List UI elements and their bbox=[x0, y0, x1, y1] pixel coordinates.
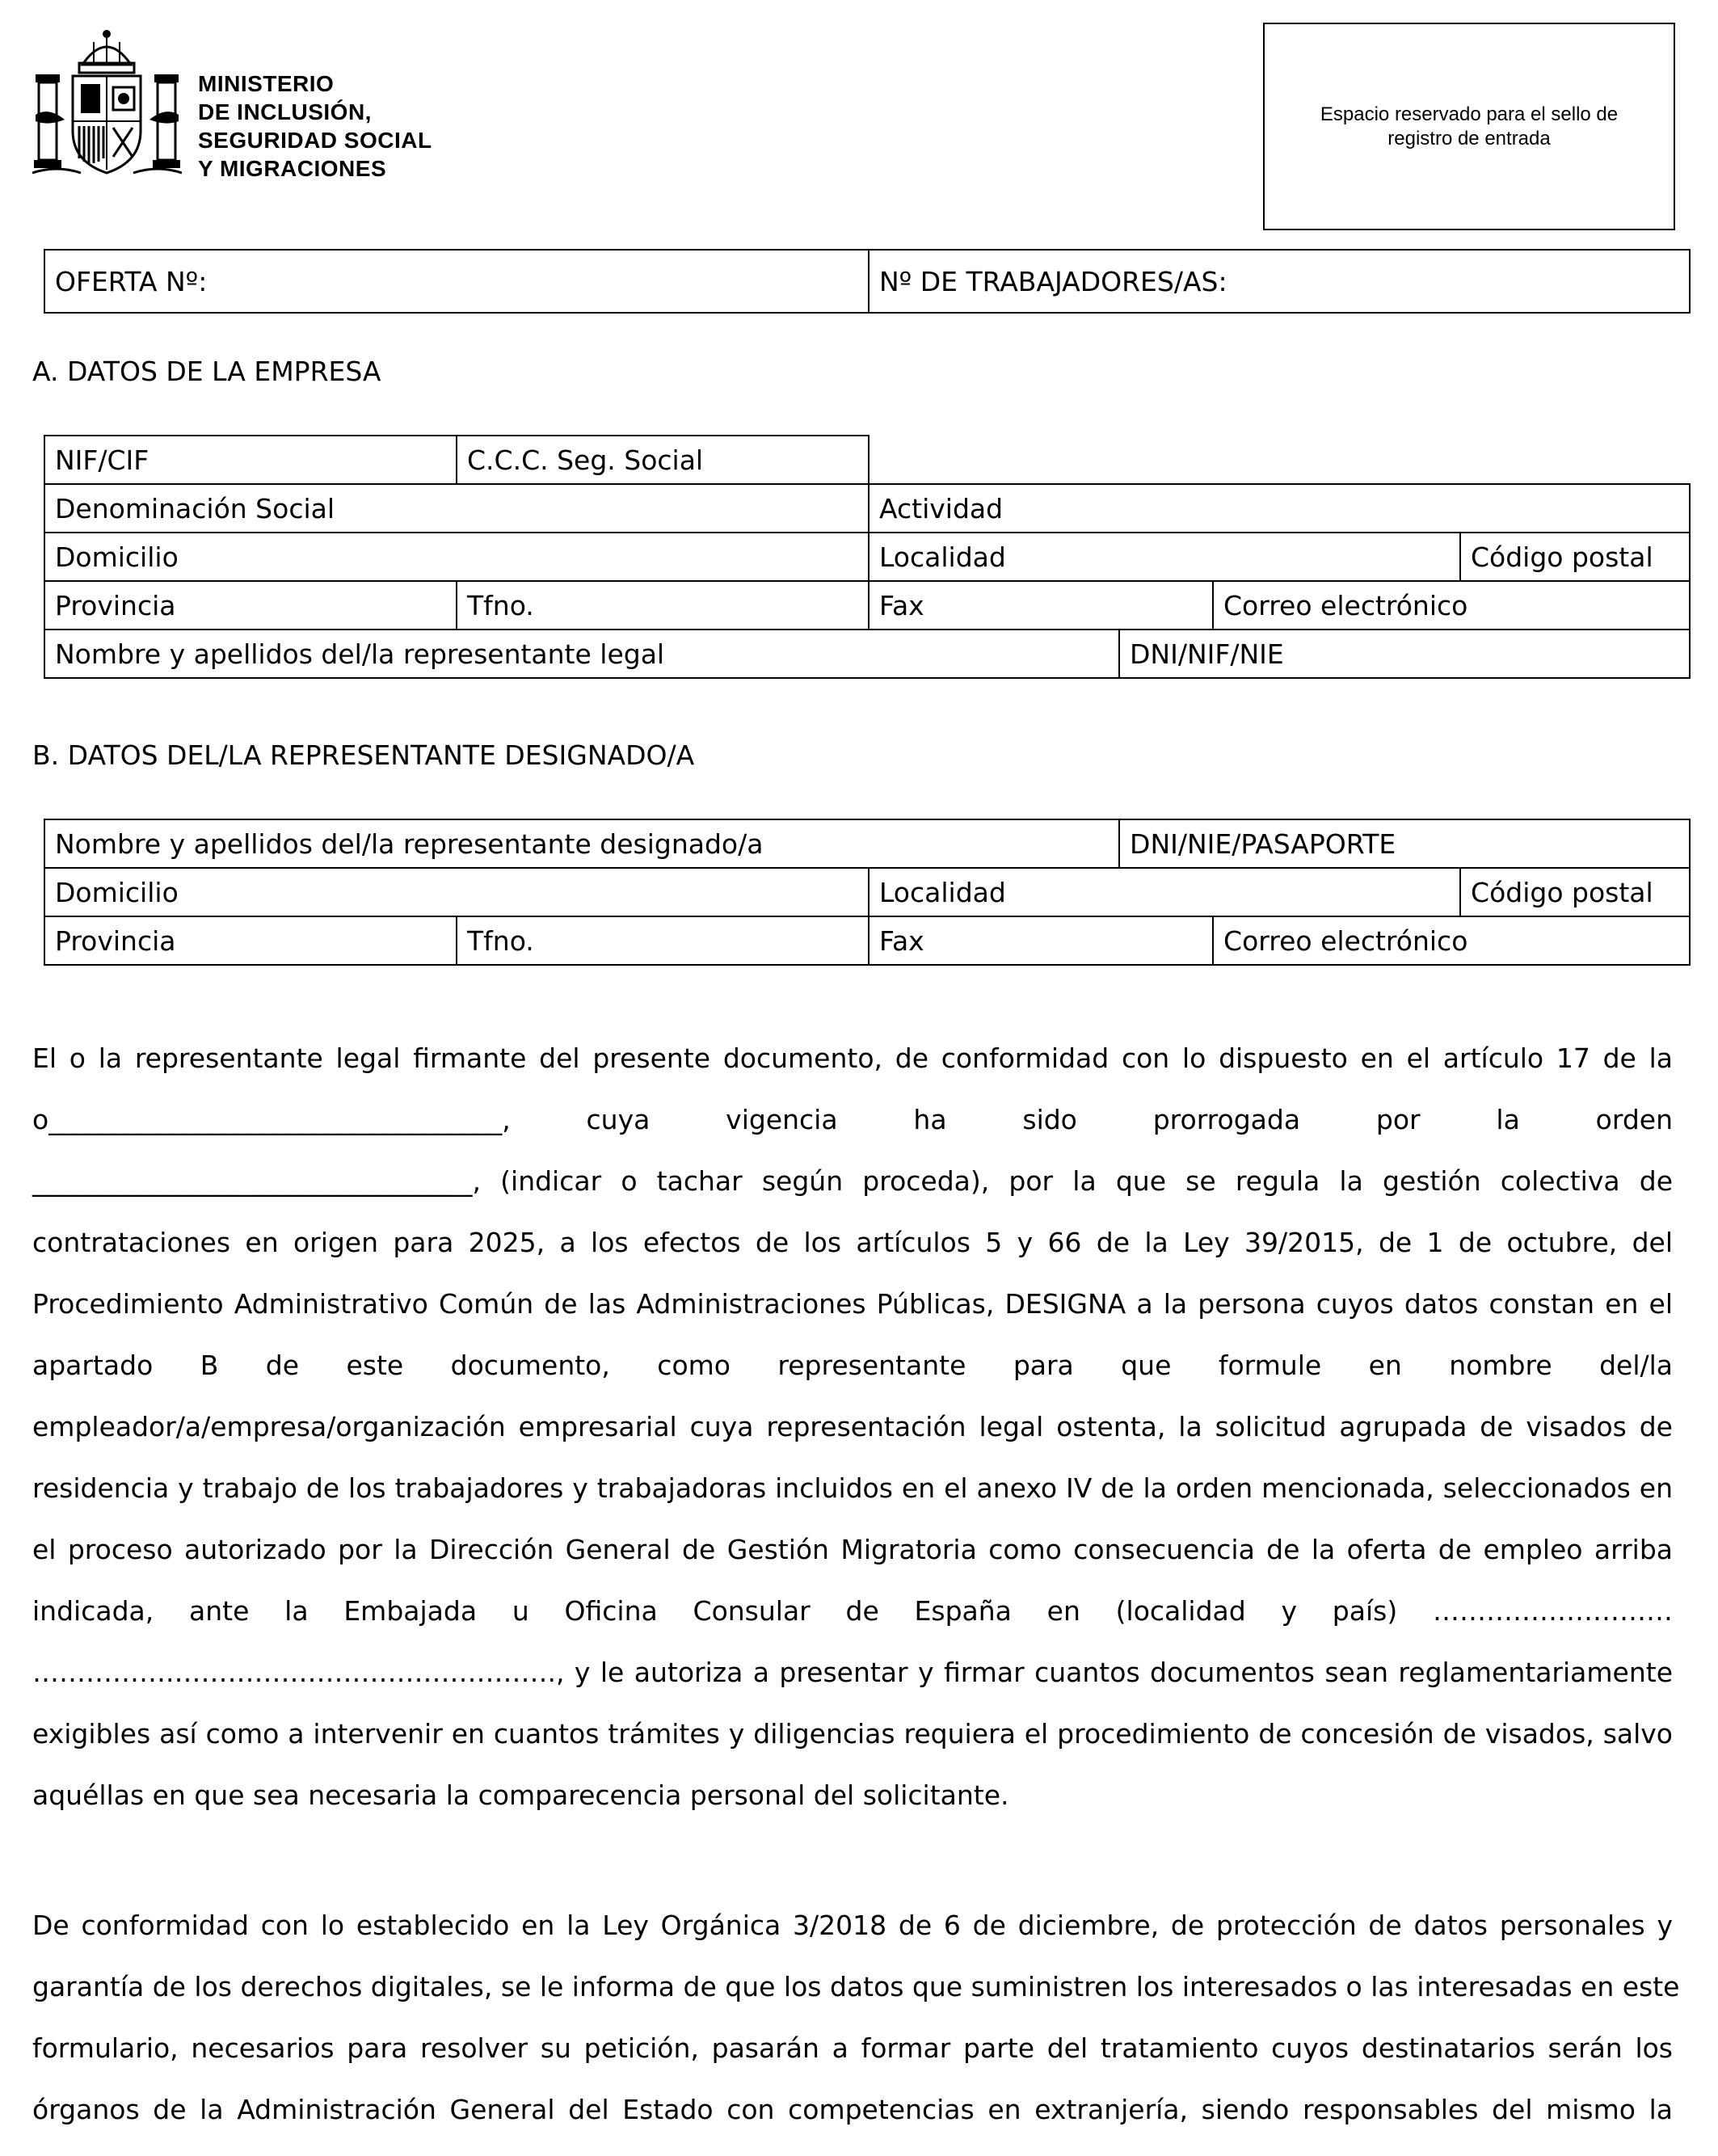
ministry-line: Y MIGRACIONES bbox=[198, 156, 387, 181]
paragraph-line: órganos de la Administración General del Estado con competencias en extranjería, siendo responsables del mismo la bbox=[32, 2094, 1673, 2125]
paragraph-line: contrataciones en origen para 2025, a los efectos de los artículos 5 y 66 de la Ley 39/2015, de 1 de octubre, del bbox=[32, 1227, 1673, 1258]
company-data-table bbox=[44, 435, 1691, 679]
ministry-line: DE INCLUSIÓN, bbox=[198, 99, 372, 124]
paragraph-line: residencia y trabajo de los trabajadores y trabajadoras incluidos en el anexo IV de la orden mencionada, seleccionados en bbox=[32, 1472, 1673, 1504]
paragraph-line: indicada, ante la Embajada u Oficina Consular de España en (localidad y país) ……………………… bbox=[32, 1595, 1673, 1627]
codigo-postal-field[interactable]: Código postal bbox=[1460, 868, 1690, 916]
actividad-field[interactable]: Actividad bbox=[869, 484, 1690, 533]
registry-stamp-box bbox=[1263, 23, 1675, 230]
provincia-field[interactable]: Provincia bbox=[44, 581, 457, 630]
domicilio-field[interactable]: Domicilio bbox=[44, 533, 869, 581]
paragraph-line: empleador/a/empresa/organización empresarial cuya representación legal ostenta, la solicitud agrupada de visados de bbox=[32, 1411, 1673, 1442]
section-b-title: B. DATOS DEL/LA REPRESENTANTE DESIGNADO/A bbox=[32, 739, 695, 771]
paragraph-line: formulario, necesarios para resolver su petición, pasarán a formar parte del tratamiento cuyos destinatarios serán los bbox=[32, 2032, 1673, 2064]
offer-table bbox=[44, 249, 1691, 314]
nif-cif-field[interactable]: NIF/CIF bbox=[44, 436, 457, 484]
designated-representative-table bbox=[44, 819, 1691, 966]
paragraph-line: …………….……………………………………., y le autoriza a presentar y firmar cuantos documentos sean reglamentariamente bbox=[32, 1657, 1673, 1688]
paragraph-line: garantía de los derechos digitales, se le informa de que los datos que suministren los interesados o las interesadas en este bbox=[32, 1971, 1680, 2002]
stamp-box-text: Espacio reservado para el sello de registro de entrada bbox=[1320, 103, 1619, 149]
correo-field[interactable]: Correo electrónico bbox=[1213, 916, 1690, 965]
dni-nif-nie-field[interactable]: DNI/NIF/NIE bbox=[1119, 630, 1690, 678]
representante-legal-field[interactable]: Nombre y apellidos del/la representante legal bbox=[44, 630, 1119, 678]
data-protection-paragraph bbox=[32, 1895, 1680, 2141]
coat-of-arms-logo bbox=[32, 26, 182, 179]
trabajadores-field[interactable]: Nº DE TRABAJADORES/AS: bbox=[869, 250, 1690, 313]
oferta-field[interactable]: OFERTA Nº: bbox=[44, 250, 869, 313]
ministry-line: MINISTERIO bbox=[198, 71, 335, 96]
paragraph-line: exigibles así como a intervenir en cuantos trámites y diligencias requiera el procedimiento de concesión de visados, salvo bbox=[32, 1718, 1673, 1750]
ministry-line: SEGURIDAD SOCIAL bbox=[198, 128, 432, 153]
section-a-title: A. DATOS DE LA EMPRESA bbox=[32, 356, 381, 387]
paragraph-line: apartado B de este documento, como representante para que formule en nombre del/la bbox=[32, 1350, 1673, 1381]
correo-field[interactable]: Correo electrónico bbox=[1213, 581, 1690, 630]
ministry-name bbox=[198, 69, 432, 183]
tfno-field[interactable]: Tfno. bbox=[457, 916, 869, 965]
representante-designado-field[interactable]: Nombre y apellidos del/la representante designado/a bbox=[44, 819, 1119, 868]
ccc-field[interactable]: C.C.C. Seg. Social bbox=[457, 436, 869, 484]
denominacion-field[interactable]: Denominación Social bbox=[44, 484, 869, 533]
dni-nie-pasaporte-field[interactable]: DNI/NIE/PASAPORTE bbox=[1119, 819, 1690, 868]
fax-field[interactable]: Fax bbox=[869, 581, 1213, 630]
domicilio-field[interactable]: Domicilio bbox=[44, 868, 869, 916]
paragraph-line: Procedimiento Administrativo Común de las Administraciones Públicas, DESIGNA a la persona cuyos datos constan en el bbox=[32, 1288, 1673, 1320]
codigo-postal-field[interactable]: Código postal bbox=[1460, 533, 1690, 581]
localidad-field[interactable]: Localidad bbox=[869, 868, 1460, 916]
tfno-field[interactable]: Tfno. bbox=[457, 581, 869, 630]
localidad-field[interactable]: Localidad bbox=[869, 533, 1460, 581]
designation-paragraph bbox=[32, 1028, 1673, 1826]
paragraph-line: De conformidad con lo establecido en la Ley Orgánica 3/2018 de 6 de diciembre, de protección de datos personales y bbox=[32, 1910, 1673, 1941]
paragraph-line: el proceso autorizado por la Dirección General de Gestión Migratoria como consecuencia de la oferta de empleo arriba bbox=[32, 1534, 1673, 1565]
paragraph-line: El o la representante legal firmante del presente documento, de conformidad con lo dispuesto en el artículo 17 de la bbox=[32, 1042, 1673, 1074]
provincia-field[interactable]: Provincia bbox=[44, 916, 457, 965]
paragraph-line: o__________________________________, cuya vigencia ha sido prorrogada por la orden bbox=[32, 1104, 1673, 1135]
paragraph-line: _________________________________, (indicar o tachar según proceda), por la que se regula la gestión colectiva de bbox=[32, 1165, 1673, 1197]
fax-field[interactable]: Fax bbox=[869, 916, 1213, 965]
paragraph-line: aquéllas en que sea necesaria la comparecencia personal del solicitante. bbox=[32, 1779, 1009, 1811]
